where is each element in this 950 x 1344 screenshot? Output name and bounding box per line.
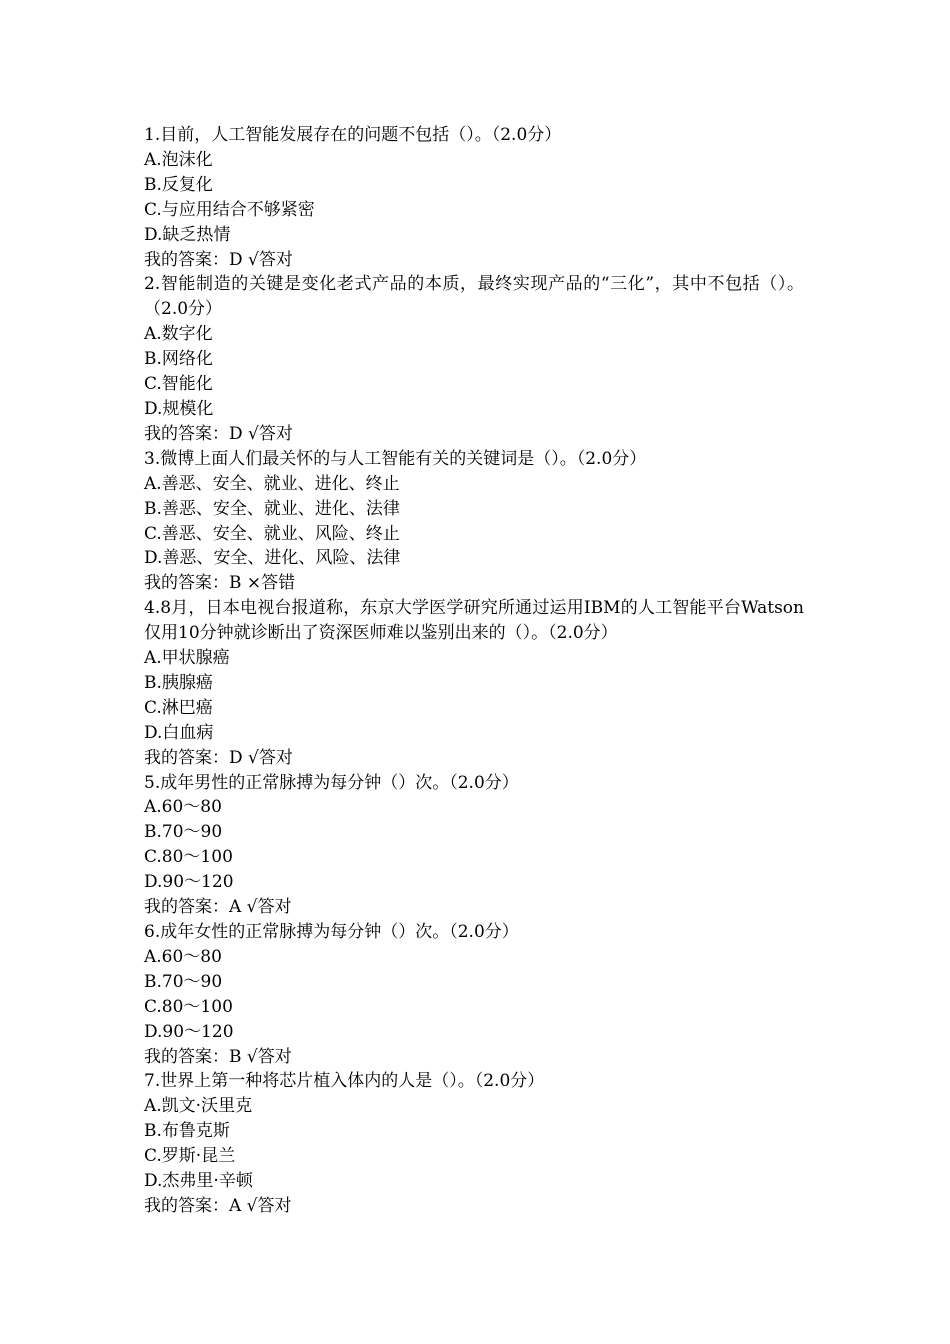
my-answer: 我的答案：D √答对 — [144, 747, 293, 768]
option-b: B.70～90 — [144, 822, 223, 843]
question-block — [144, 920, 804, 1069]
question-text: 6.成年女性的正常脉搏为每分钟（）次。（2.0分） — [144, 922, 519, 942]
option-b: B.胰腺癌 — [144, 672, 213, 693]
option-c: C.善恶、安全、就业、风险、终止 — [144, 523, 400, 544]
my-answer: 我的答案：D √答对 — [144, 423, 293, 444]
my-answer: 我的答案：B √答对 — [144, 1046, 292, 1067]
option-c: C.罗斯·昆兰 — [144, 1146, 236, 1167]
option-d: D.白血病 — [144, 722, 214, 743]
question-text: 3.微博上面人们最关怀的与人工智能有关的关键词是（）。（2.0分） — [144, 448, 647, 469]
option-d: D.杰弗里·辛顿 — [144, 1171, 253, 1192]
option-c: C.淋巴癌 — [144, 697, 213, 718]
question-block — [144, 272, 804, 446]
option-b: B.反复化 — [144, 174, 213, 195]
my-answer: 我的答案：A √答对 — [144, 897, 292, 918]
option-c: C.80～100 — [144, 847, 233, 868]
question-text: 7.世界上第一种将芯片植入体内的人是（）。（2.0分） — [144, 1071, 545, 1092]
question-text: 1.目前，人工智能发展存在的问题不包括（）。（2.0分） — [144, 125, 562, 145]
option-a: A.凯文·沃里克 — [144, 1096, 253, 1117]
my-answer: 我的答案：A √答对 — [144, 1195, 292, 1216]
question-block — [144, 123, 804, 272]
option-b: B.网络化 — [144, 349, 213, 370]
question-text: 2.智能制造的关键是变化老式产品的本质，最终实现产品的“三化”，其中不包括（）。（2.0分） — [144, 274, 804, 320]
option-d: D.善恶、安全、进化、风险、法律 — [144, 548, 401, 569]
option-b: B.善恶、安全、就业、进化、法律 — [144, 498, 400, 519]
option-d: D.90～120 — [144, 872, 234, 893]
option-a: A.60～80 — [144, 946, 222, 967]
option-a: A.数字化 — [144, 324, 213, 345]
question-block — [144, 771, 804, 920]
option-d: D.规模化 — [144, 398, 214, 419]
question-block — [144, 1069, 804, 1218]
option-a: A.60～80 — [144, 797, 222, 818]
option-a: A.善恶、安全、就业、进化、终止 — [144, 473, 400, 494]
question-block — [144, 596, 804, 770]
option-d: D.缺乏热情 — [144, 224, 231, 245]
question-text: 5.成年男性的正常脉搏为每分钟（）次。（2.0分） — [144, 772, 519, 793]
option-a: A.甲状腺癌 — [144, 648, 230, 669]
option-a: A.泡沫化 — [144, 149, 213, 170]
option-c: C.80～100 — [144, 996, 233, 1017]
option-c: C.与应用结合不够紧密 — [144, 199, 315, 220]
my-answer: 我的答案：B ×答错 — [144, 573, 296, 594]
question-text: 4.8月，日本电视台报道称，东京大学医学研究所通过运用IBM的人工智能平台Watson仅用10分钟就诊断出了资深医师难以鉴别出来的（）。（2.0分） — [144, 598, 804, 644]
option-c: C.智能化 — [144, 374, 213, 395]
option-b: B.70～90 — [144, 971, 223, 992]
quiz-document — [144, 123, 804, 1219]
option-b: B.布鲁克斯 — [144, 1121, 230, 1142]
my-answer: 我的答案：D √答对 — [144, 249, 293, 270]
option-d: D.90～120 — [144, 1021, 234, 1042]
question-block — [144, 447, 804, 596]
